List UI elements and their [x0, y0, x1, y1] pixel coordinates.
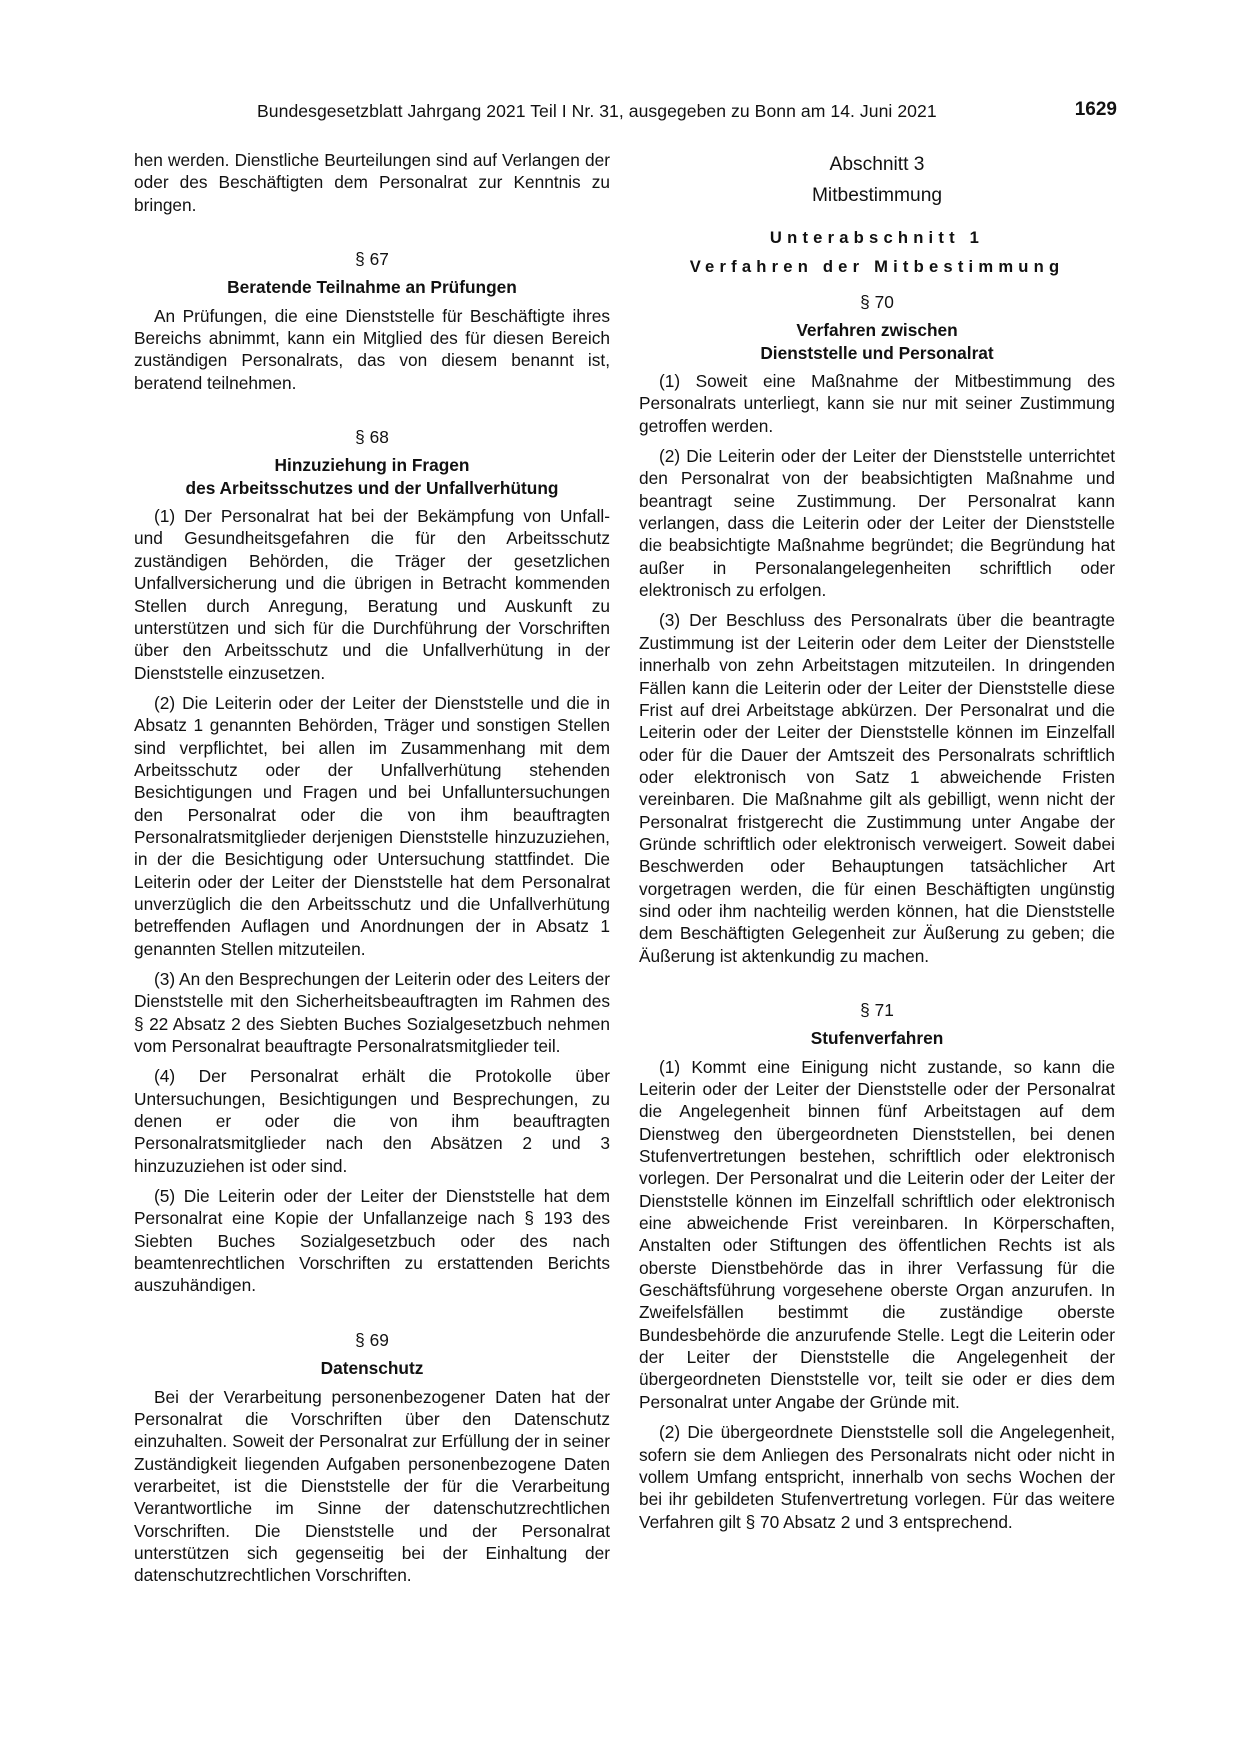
- section-title-69: Datenschutz: [320, 1358, 424, 1379]
- section-number-67: § 67: [355, 249, 389, 270]
- right-column: [639, 149, 1115, 1533]
- section-71-paragraph-1: (1) Kommt eine Einigung nicht zustande, so kann die Leiterin oder der Leiter der Dienststelle oder der Personalrat die Angelegenheit binnen fünf Arbeitstagen auf dem Dienstweg den übergeordneten Dienststellen, bei denen Stufenvertretungen bestehen, schriftlich oder elektronisch vorlegen. Der Personalrat und die Leiterin oder der Leiter der Dienststelle können im Einzelfall schriftlich oder elektronisch eine abweichende Frist vereinbaren. In Körperschaften, Anstalten oder Stiftungen des öffentlichen Rechts ist als oberste Dienstbehörde das in ihrer Verfassung für die Geschäftsführung vorgesehene oberste Organ anzurufen. In Zweifelsfällen bestimmt die zuständige oberste Bundesbehörde die anzurufende Stelle. Legt die Leiterin oder der Leiter der Dienststelle die Angelegenheit der übergeordneten Dienststelle vor, teilt sie oder er dies dem Personalrat unter Angabe der Gründe mit.: [639, 1056, 1115, 1412]
- section-title-70-line1: Verfahren zwischen: [796, 320, 958, 341]
- unterabschnitt-title: Verfahren der Mitbestimmung: [689, 257, 1065, 276]
- section-number-71: § 71: [860, 999, 894, 1020]
- section-title-70-line2: Dienststelle und Personalrat: [760, 342, 994, 363]
- section-68-paragraph-2: (2) Die Leiterin oder der Leiter der Dienststelle und die in Absatz 1 genannten Behörden, Träger und sonstigen Stellen sind verpflichtet, bei allen im Zusammenhang mit dem Arbeitsschutz oder der Unfallverhütung stehenden Besichtigungen und Fragen und bei Unfalluntersuchungen den Personalrat oder die von ihm beauftragten Personalratsmitglieder derjenigen Dienststelle hinzuzuziehen, in der die Besichtigung oder Untersuchung stattfindet. Die Leiterin oder der Leiter der Dienststelle hat dem Personalrat unverzüglich die den Arbeitsschutz und die Unfallverhütung betreffenden Auflagen und Anordnungen der in Absatz 1 genannten Stellen mitzuteilen.: [134, 692, 610, 959]
- section-70-paragraph-2: (2) Die Leiterin oder der Leiter der Dienststelle unterrichtet den Personalrat von der beabsichtigten Maßnahme und beantragt seine Zustimmung. Der Personalrat kann verlangen, dass die Leiterin oder der Leiter der Dienststelle die beabsichtigte Maßnahme begründet; die Begründung hat außer in Personalangelegenheiten schriftlich oder elektronisch zu erfolgen.: [639, 446, 1115, 601]
- section-title-71: Stufenverfahren: [810, 1028, 944, 1049]
- section-70-paragraph-3: (3) Der Beschluss des Personalrats über die beantragte Zustimmung ist der Leiterin oder dem Leiter der Dienststelle innerhalb von zehn Arbeitstagen mitzuteilen. In dringenden Fällen kann die Leiterin oder der Leiter der Dienststelle diese Frist auf drei Arbeitstage abkürzen. Der Personalrat und die Leiterin oder der Leiter der Dienststelle können im Einzelfall oder für die Dauer der Amtszeit des Personalrats schriftlich oder elektronisch von Satz 1 abweichende Fristen vereinbaren. Die Maßnahme gilt als gebilligt, wenn nicht der Personalrat fristgerecht die Zustimmung unter Angabe der Gründe schriftlich oder elektronisch verweigert. Soweit dabei Beschwerden oder Behauptungen tatsächlicher Art vorgetragen werden, die für einen Beschäftigten ungünstig sind oder ihm nachteilig werden können, hat die Dienststelle dem Beschäftigten Gelegenheit zur Äußerung zu geben; die Äußerung ist aktenkundig zu machen.: [639, 610, 1115, 966]
- section-title-70: [639, 319, 1115, 364]
- left-column: [134, 149, 610, 1587]
- section-68-paragraph-3: (3) An den Besprechungen der Leiterin oder des Leiters der Dienststelle mit den Sicherheitsbeauftragten im Rahmen des § 22 Absatz 2 des Siebten Buches Sozialgesetzbuch nehmen vom Personalrat beauftragte Personalratsmitglieder teil.: [134, 969, 610, 1057]
- section-number-70: § 70: [860, 292, 894, 312]
- section-number-68: § 68: [355, 427, 389, 448]
- carryover-paragraph: hen werden. Dienstliche Beurteilungen sind auf Verlangen der oder des Beschäftigten dem Personalrat zur Kenntnis zu bringen.: [134, 150, 610, 215]
- section-67-paragraph: An Prüfungen, die eine Dienststelle für Beschäftigte ihres Bereichs abnimmt, kann ein Mitglied des für diesen Bereich zuständigen Personalrats, das von diesem benannt ist, beratend teilnehmen.: [134, 305, 610, 393]
- section-68-paragraph-5: (5) Die Leiterin oder der Leiter der Dienststelle hat dem Personalrat eine Kopie der Unfallanzeige nach § 193 des Siebten Buches Sozialgesetzbuch oder des nach beamtenrechtlichen Vorschriften zu erstattenden Berichts auszuhändigen.: [134, 1186, 610, 1296]
- section-title-68-line2: des Arbeitsschutzes und der Unfallverhütung: [185, 477, 559, 498]
- section-number-69: § 69: [355, 1329, 389, 1350]
- abschnitt-title: Mitbestimmung: [811, 185, 943, 206]
- section-title-68-line1: Hinzuziehung in Fragen: [274, 455, 470, 476]
- running-header: Bundesgesetzblatt Jahrgang 2021 Teil I Nr. 31, ausgegeben zu Bonn am 14. Juni 2021: [257, 101, 937, 121]
- section-68-paragraph-1: (1) Der Personalrat hat bei der Bekämpfung von Unfall- und Gesundheitsgefahren die für den Arbeitsschutz zuständigen Behörden, die Träger der gesetzlichen Unfallversicherung und die übrigen in Betracht kommenden Stellen durch Anregung, Beratung und Auskunft zu unterstützen und sich für die Durchführung der Vorschriften über den Arbeitsschutz und die Unfallverhütung in der Dienststelle einzusetzen.: [134, 506, 610, 683]
- section-70-paragraph-1: (1) Soweit eine Maßnahme der Mitbestimmung des Personalrats unterliegt, kann sie nur mit seiner Zustimmung getroffen werden.: [639, 371, 1115, 436]
- abschnitt-heading: Abschnitt 3: [829, 154, 925, 175]
- section-69-paragraph: Bei der Verarbeitung personenbezogener Daten hat der Personalrat die Vorschriften über den Datenschutz einzuhalten. Soweit der Personalrat zur Erfüllung der in seiner Zuständigkeit liegenden Aufgaben personenbezogene Daten verarbeitet, ist die Dienststelle der für die Verarbeitung Verantwortliche im Sinne der datenschutzrechtlichen Vorschriften. Die Dienststelle und der Personalrat unterstützen sich gegenseitig bei der Einhaltung der datenschutzrechtlichen Vorschriften.: [134, 1386, 610, 1586]
- unterabschnitt-heading: Unterabschnitt 1: [769, 228, 985, 247]
- section-68-paragraph-4: (4) Der Personalrat erhält die Protokolle über Untersuchungen, Besichtigungen und Besprechungen, zu denen er oder die von ihm beauftragten Personalratsmitglieder nach den Absätzen 2 und 3 hinzuzuziehen ist oder sind.: [134, 1066, 610, 1176]
- page-header: [257, 101, 1117, 125]
- section-71-paragraph-2: (2) Die übergeordnete Dienststelle soll die Angelegenheit, sofern sie dem Anliegen des Personalrats nicht oder nicht in vollem Umfang entspricht, innerhalb von sechs Wochen der bei ihr gebildeten Stufenvertretung vorlegen. Für das weitere Verfahren gilt § 70 Absatz 2 und 3 entsprechend.: [639, 1422, 1115, 1532]
- section-title-68: [134, 454, 610, 499]
- page-number: 1629: [1074, 99, 1117, 120]
- section-title-67: Beratende Teilnahme an Prüfungen: [227, 277, 517, 298]
